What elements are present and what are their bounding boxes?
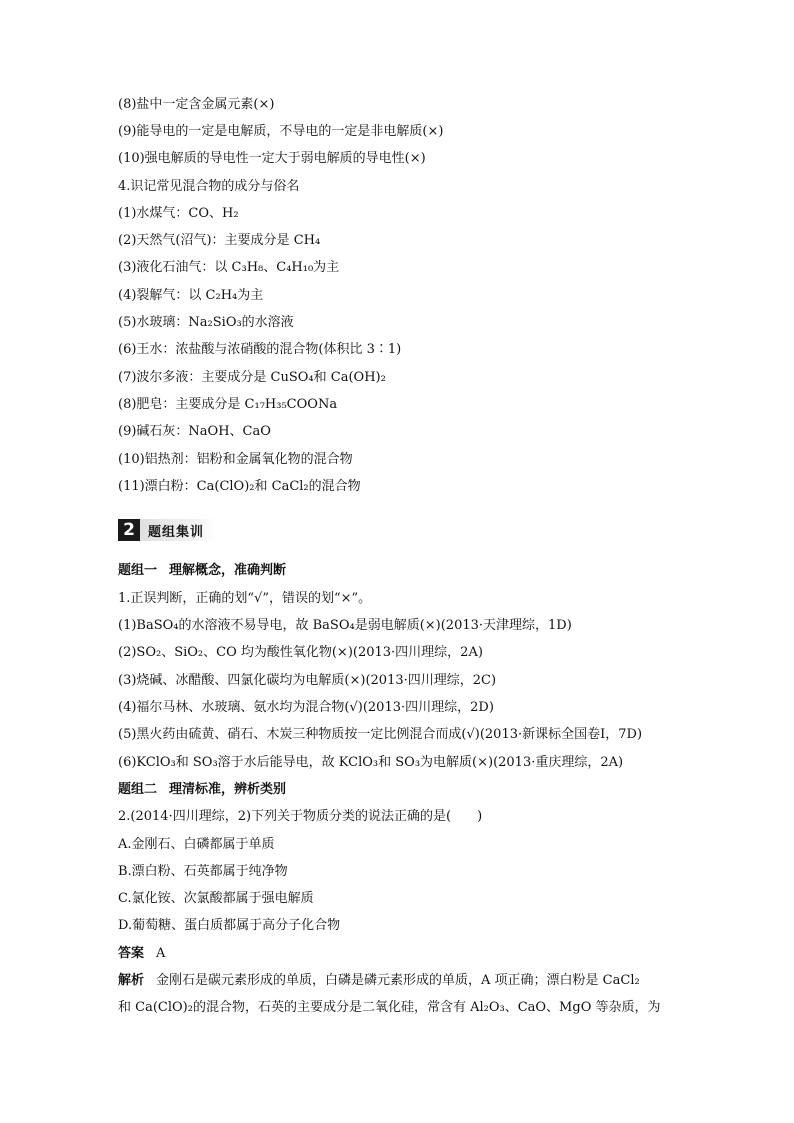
q1-item: (1)BaSO₄的水溶液不易导电，故 BaSO₄是弱电解质(×)(2013·天津理综，1D) [118, 618, 572, 633]
section-banner [118, 519, 216, 541]
question2-stem: 2.(2014·四川理综，2)下列关于物质分类的说法正确的是( ) [118, 809, 483, 824]
mixture-1: (1)水煤气：CO、H₂ [118, 206, 239, 221]
mixture-5: (5)水玻璃：Na₂SiO₃的水溶液 [118, 315, 294, 330]
q1-item: (3)烧碱、冰醋酸、四氯化碳均为电解质(×)(2013·四川理综，2C) [118, 673, 497, 688]
group2-title: 理清标准，辨析类别 [169, 782, 287, 797]
group2-label: 题组二 [118, 782, 158, 797]
mixture-10: (10)铝热剂：铝粉和金属氧化物的混合物 [118, 452, 353, 467]
answer-value: A [156, 946, 166, 961]
option-a: A.金刚石、白磷都属于单质 [118, 837, 275, 852]
mixture-4: (4)裂解气：以 C₂H₄为主 [118, 288, 264, 303]
option-c: C.氯化铵、次氯酸都属于强电解质 [118, 891, 314, 906]
option-b: B.漂白粉、石英都属于纯净物 [118, 864, 288, 879]
statement-10: (10)强电解质的导电性一定大于弱电解质的导电性(×) [118, 151, 426, 166]
option-d: D.葡萄糖、蛋白质都属于高分子化合物 [118, 918, 341, 933]
q1-item: (6)KClO₃和 SO₃溶于水后能导电，故 KClO₃和 SO₃为电解质(×)(2013·重庆理综，2A) [118, 755, 624, 770]
group1-title: 理解概念，准确判断 [169, 563, 287, 578]
q1-item: (5)黑火药由硫黄、硝石、木炭三种物质按一定比例混合而成(√)(2013·新课标全国卷Ⅰ，7D) [118, 727, 643, 742]
analysis-text-1: 金刚石是碳元素形成的单质，白磷是磷元素形成的单质，A 项正确；漂白粉是 CaCl₂ [156, 973, 640, 988]
answer-line [118, 945, 165, 963]
analysis-label: 解析 [118, 973, 145, 988]
analysis-line-1 [118, 972, 640, 990]
mixture-8: (8)肥皂：主要成分是 C₁₇H₃₅COONa [118, 397, 338, 412]
analysis-line-2: 和 Ca(ClO)₂的混合物，石英的主要成分是二氧化硅，常含有 Al₂O₃、CaO、MgO 等杂质，为 [118, 1000, 661, 1015]
section-title: 题组集训 [148, 524, 205, 540]
group1-heading [118, 562, 286, 580]
mixture-6: (6)王水：浓盐酸与浓硝酸的混合物(体积比 3∶1) [118, 342, 402, 357]
statement-9: (9)能导电的一定是电解质，不导电的一定是非电解质(×) [118, 124, 444, 139]
group1-label: 题组一 [118, 563, 158, 578]
mixture-11: (11)漂白粉：Ca(ClO)₂和 CaCl₂的混合物 [118, 479, 361, 494]
group2-heading [118, 781, 286, 799]
section-number: 2 [118, 519, 140, 541]
mixture-9: (9)碱石灰：NaOH、CaO [118, 424, 271, 439]
mixture-3: (3)液化石油气：以 C₃H₈、C₄H₁₀为主 [118, 260, 340, 275]
heading-4: 4.识记常见混合物的成分与俗名 [118, 179, 300, 194]
mixture-2: (2)天然气(沼气)：主要成分是 CH₄ [118, 233, 321, 248]
q1-item: (4)福尔马林、水玻璃、氨水均为混合物(√)(2013·四川理综，2D) [118, 700, 494, 715]
question1-stem: 1.正误判断，正确的划“√”，错误的划“×”。 [118, 591, 372, 606]
statement-8: (8)盐中一定含金属元素(×) [118, 97, 275, 112]
answer-label: 答案 [118, 946, 145, 961]
mixture-7: (7)波尔多液：主要成分是 CuSO₄和 Ca(OH)₂ [118, 370, 386, 385]
q1-item: (2)SO₂、SiO₂、CO 均为酸性氧化物(×)(2013·四川理综，2A) [118, 645, 483, 660]
